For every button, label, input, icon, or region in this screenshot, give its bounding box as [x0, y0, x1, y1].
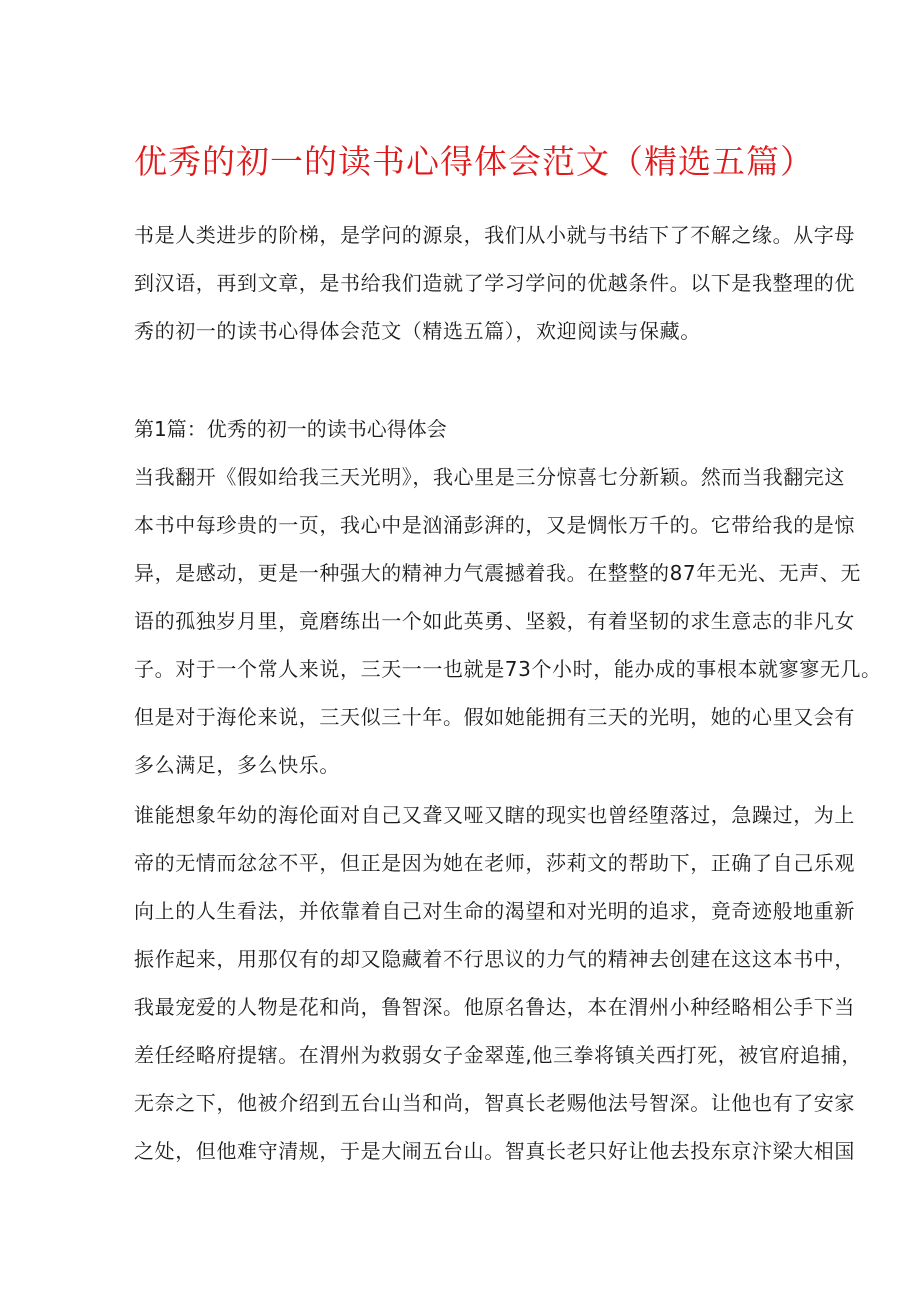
intro-line: 秀的初一的读书心得体会范文（精选五篇），欢迎阅读与保藏。: [134, 319, 701, 343]
paragraph-line: 本书中每珍贵的一页，我心中是汹涌彭湃的，又是惆怅万千的。它带给我的是惊: [134, 513, 855, 537]
paragraph-line: 当我翻开《假如给我三天光明》，我心里是三分惊喜七分新颖。然而当我翻完这: [134, 465, 845, 489]
paragraph-line: 异，是感动，更是一种强大的精神力气震撼着我。在整整的87年无光、无声、无: [134, 561, 862, 585]
paragraph-line: 子。对于一个常人来说，三天一一也就是73个小时，能办成的事根本就寥寥无几。: [134, 657, 882, 681]
intro-paragraph: [134, 211, 855, 355]
paragraph-line: 我最宠爱的人物是花和尚，鲁智深。他原名鲁达，本在渭州小种经略相公手下当: [134, 995, 855, 1019]
paragraph-2: [134, 791, 862, 1175]
document-title: 优秀的初一的读书心得体会范文（精选五篇）: [134, 142, 814, 181]
section-title: 第1篇：优秀的初一的读书心得体会: [134, 417, 447, 441]
paragraph-line: 差任经略府提辖。在渭州为救弱女子金翠莲,他三拳将镇关西打死，被官府追捕，: [134, 1043, 862, 1067]
intro-line: 书是人类进步的阶梯，是学问的源泉，我们从小就与书结下了不解之缘。从字母: [134, 223, 855, 247]
paragraph-line: 向上的人生看法，并依靠着自己对生命的渴望和对光明的追求，竟奇迹般地重新: [134, 899, 855, 923]
intro-line: 到汉语，再到文章，是书给我们造就了学习学问的优越条件。以下是我整理的优: [134, 271, 855, 295]
paragraph-line: 谁能想象年幼的海伦面对自己又聋又哑又瞎的现实也曾经堕落过，急躁过，为上: [134, 803, 855, 827]
paragraph-line: 无奈之下，他被介绍到五台山当和尚，智真长老赐他法号智深。让他也有了安家: [134, 1091, 855, 1115]
paragraph-line: 之处，但他难守清规，于是大闹五台山。智真长老只好让他去投东京汴梁大相国: [134, 1139, 855, 1163]
paragraph-line: 但是对于海伦来说，三天似三十年。假如她能拥有三天的光明，她的心里又会有: [134, 705, 855, 729]
paragraph-1: [134, 453, 882, 789]
paragraph-line: 帝的无情而忿忿不平，但正是因为她在老师，莎莉文的帮助下，正确了自己乐观: [134, 851, 855, 875]
paragraph-line: 多么满足，多么快乐。: [134, 753, 340, 777]
paragraph-line: 振作起来，用那仅有的却又隐藏着不行思议的力气的精神去创建在这这本书中，: [134, 947, 855, 971]
paragraph-line: 语的孤独岁月里，竟磨练出一个如此英勇、坚毅，有着坚韧的求生意志的非凡女: [134, 609, 855, 633]
